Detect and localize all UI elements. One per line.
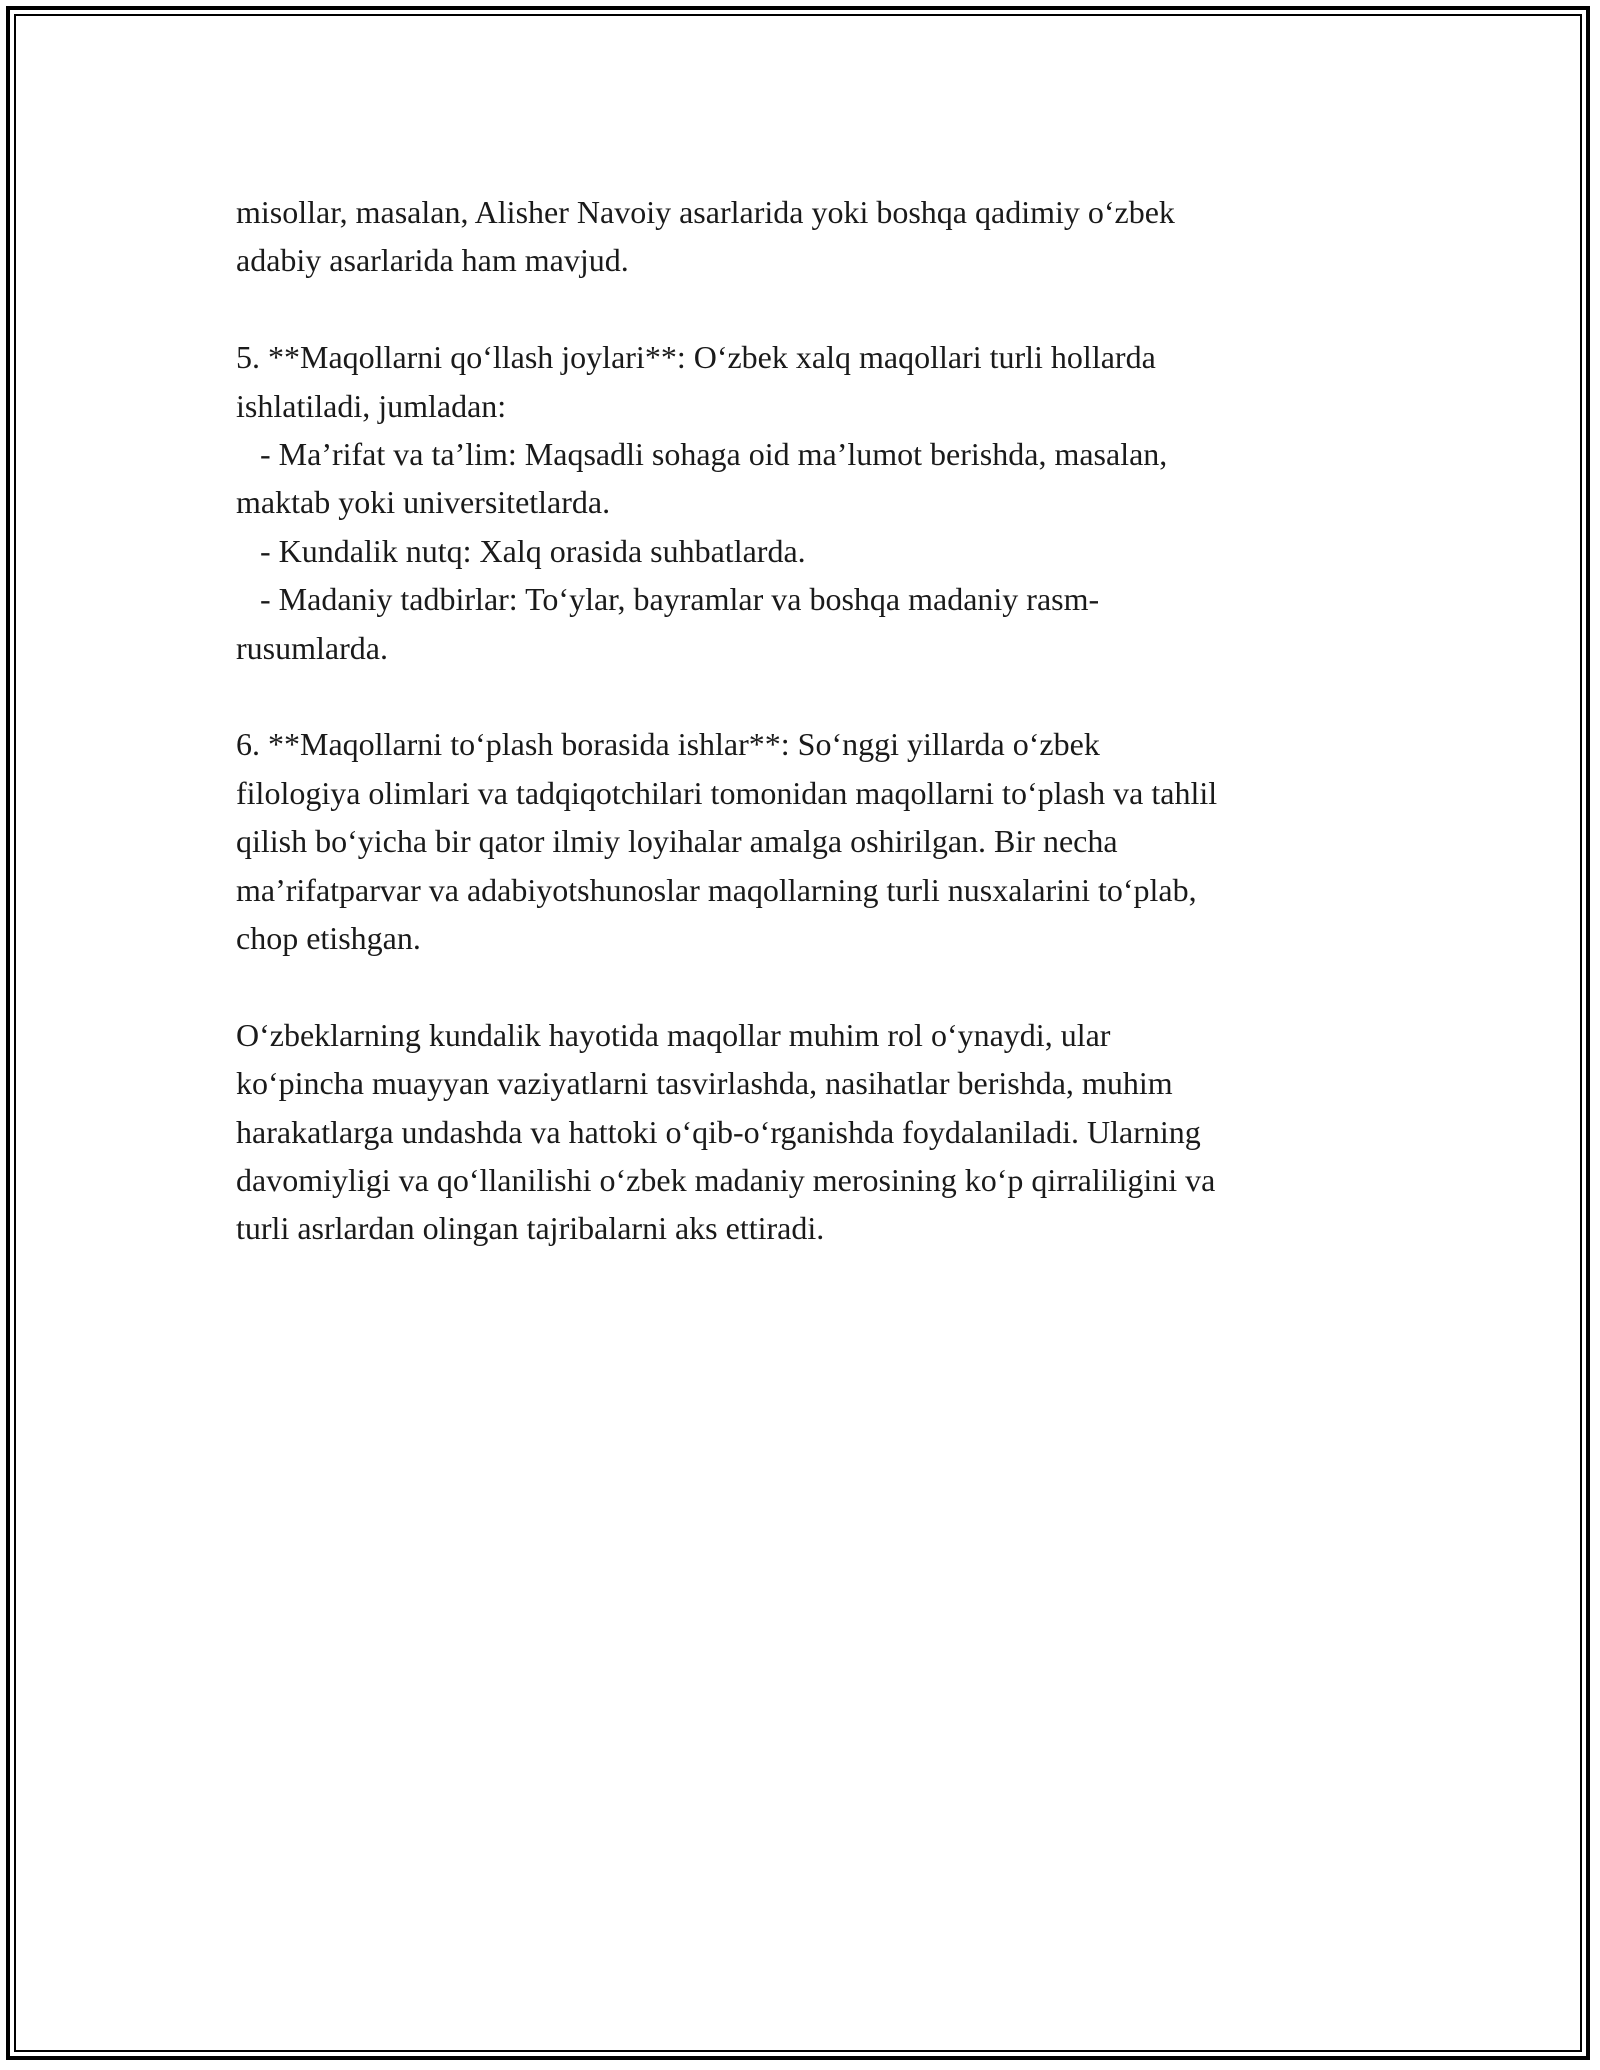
text-line: ma’rifatparvar va adabiyotshunoslar maqollarning turli nusxalarini to‘plab, xyxy=(236,871,1197,908)
text-line: qilish bo‘yicha bir qator ilmiy loyihalar amalga oshirilgan. Bir necha xyxy=(236,823,1118,860)
list-item-cultural-events: - Madaniy tadbirlar: To‘ylar, bayramlar va boshqa madaniy rasm- xyxy=(236,581,1100,618)
text-line: filologiya olimlari va tadqiqotchilari tomonidan maqollarni to‘plash va tahlil xyxy=(236,774,1218,811)
paragraph-navoiy-examples xyxy=(236,188,1366,285)
text-line: rusumlarda. xyxy=(236,629,388,666)
text-line: chop etishgan. xyxy=(236,920,421,957)
text-line: davomiyligi va qo‘llanilishi o‘zbek madaniy merosining ko‘p qirraliligini va xyxy=(236,1162,1216,1199)
paragraph-conclusion xyxy=(236,1011,1366,1253)
text-line: harakatlarga undashda va hattoki o‘qib-o‘rganishda foydalaniladi. Ularning xyxy=(236,1113,1201,1150)
list-item-daily-speech: - Kundalik nutq: Xalq orasida suhbatlarda. xyxy=(236,532,806,569)
text-line: ko‘pincha muayyan vaziyatlarni tasvirlashda, nasihatlar berishda, muhim xyxy=(236,1065,1173,1102)
text-line: 5. **Maqollarni qo‘llash joylari**: O‘zbek xalq maqollari turli hollarda xyxy=(236,339,1156,376)
text-line: turli asrlardan olingan tajribalarni aks ettiradi. xyxy=(236,1210,825,1247)
text-line: O‘zbeklarning kundalik hayotida maqollar muhim rol o‘ynaydi, ular xyxy=(236,1016,1111,1053)
list-item-education: - Ma’rifat va ta’lim: Maqsadli sohaga oid ma’lumot berishda, masalan, xyxy=(236,436,1168,473)
paragraph-usage-places xyxy=(236,333,1366,672)
text-line: maktab yoki universitetlarda. xyxy=(236,484,611,521)
text-line: ishlatiladi, jumladan: xyxy=(236,387,507,424)
document-body xyxy=(236,188,1366,1301)
text-line: 6. **Maqollarni to‘plash borasida ishlar**: So‘nggi yillarda o‘zbek xyxy=(236,726,1100,763)
paragraph-collection-work xyxy=(236,720,1366,962)
text-line: misollar, masalan, Alisher Navoiy asarlarida yoki boshqa qadimiy o‘zbek xyxy=(236,194,1175,230)
text-line: adabiy asarlarida ham mavjud. xyxy=(236,242,629,279)
